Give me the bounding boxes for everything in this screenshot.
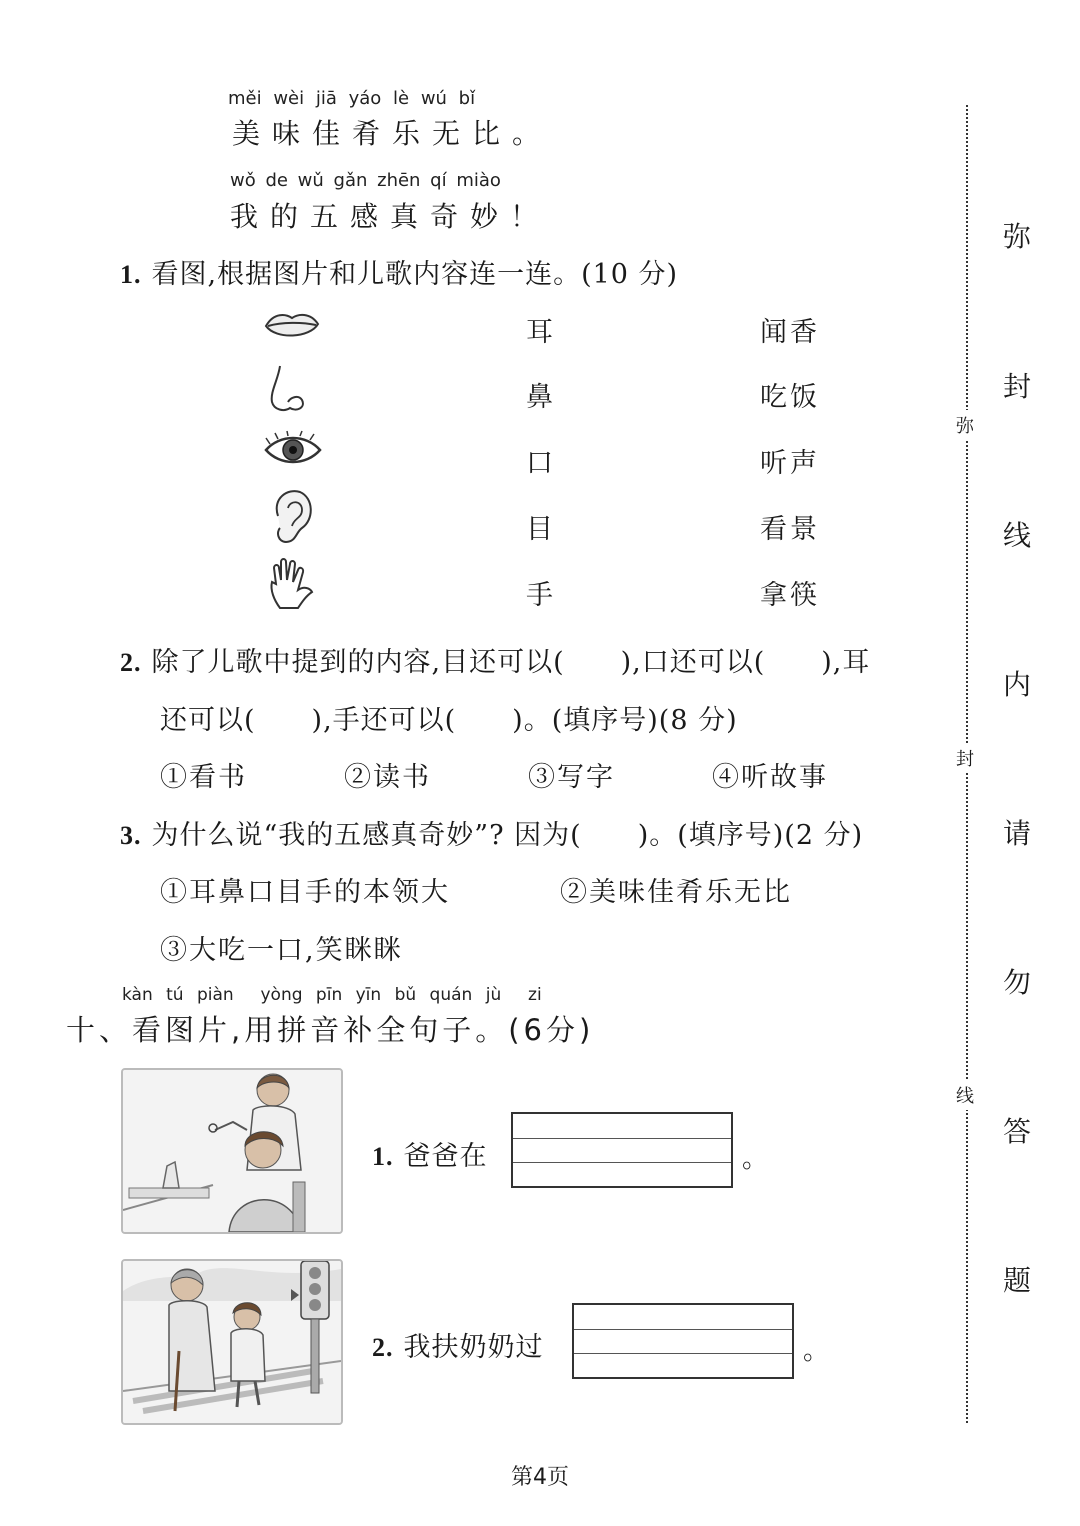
s10-item2-pinyin-box[interactable]	[572, 1303, 794, 1379]
page-number: 第4页	[511, 1465, 569, 1490]
action-eat: 吃饭	[760, 382, 820, 413]
poem-line1: 美味佳肴乐无比。	[232, 117, 553, 150]
s10-item2-number: 2.	[372, 1333, 394, 1362]
q1-number: 1.	[120, 260, 142, 289]
sidebar-char-5: 请	[1003, 817, 1032, 850]
sidebar-char-1: 弥	[1003, 220, 1032, 253]
q1-text: 看图,根据图片和儿歌内容连一连。(10 分)	[151, 259, 679, 290]
section10-pinyin: kàn tú piàn yòng pīn yīn bǔ quán jù zi	[122, 985, 542, 1005]
s10-item2-text: 我扶奶奶过	[403, 1332, 544, 1363]
q3-number: 3.	[120, 821, 142, 850]
s10-item2-box-line-2	[574, 1353, 792, 1354]
s10-item1-box-line-1	[513, 1138, 731, 1139]
q2-option-1: ①看书	[160, 762, 247, 793]
q2-option-4: ④听故事	[712, 762, 828, 793]
organ-ear: 耳	[526, 317, 556, 348]
s10-item1-pinyin-box[interactable]	[511, 1112, 733, 1188]
mouth-icon	[262, 306, 322, 346]
action-smell: 闻香	[760, 317, 820, 348]
eye-icon	[262, 430, 324, 470]
seal-small-char-xian: 线	[956, 1080, 974, 1110]
s10-item2-box-line-1	[574, 1329, 792, 1330]
q2-number: 2.	[120, 648, 142, 677]
s10-item2-label	[372, 1325, 544, 1364]
poem-line2-pinyin: wǒ de wǔ gǎn zhēn qí miào	[230, 170, 501, 191]
sidebar-char-8: 题	[1003, 1264, 1032, 1297]
q2-option-2: ②读书	[344, 762, 431, 793]
organ-eye: 目	[526, 514, 556, 545]
poem-line2: 我的五感真奇妙！	[230, 200, 551, 233]
sidebar-char-3: 线	[1003, 519, 1032, 552]
action-chopsticks: 拿筷	[760, 580, 820, 611]
poem-line1-pinyin: měi wèi jiā yáo lè wú bǐ	[228, 88, 476, 109]
sidebar-char-6: 勿	[1003, 966, 1032, 999]
seal-small-char-feng: 封	[956, 743, 974, 773]
q2-line1	[120, 640, 870, 679]
haircut-illustration	[121, 1068, 343, 1234]
s10-item1-number: 1.	[372, 1142, 394, 1171]
organ-nose: 鼻	[526, 382, 556, 413]
action-hear: 听声	[760, 448, 820, 479]
q2-line2: 还可以( ),手还可以( )。(填序号)(8 分)	[160, 705, 738, 736]
section10-title: 十、看图片,用拼音补全句子。(6分)	[66, 1013, 595, 1047]
sidebar-char-2: 封	[1003, 370, 1032, 403]
q3-option-2: ②美味佳肴乐无比	[560, 877, 792, 908]
s10-item1-label	[372, 1134, 488, 1173]
crosswalk-illustration	[121, 1259, 343, 1425]
q2-option-3: ③写字	[528, 762, 615, 793]
q2-text-line1: 除了儿歌中提到的内容,目还可以( ),口还可以( ),耳	[151, 647, 871, 678]
sidebar-char-4: 内	[1003, 668, 1032, 701]
q1-title	[120, 252, 678, 291]
hand-icon	[266, 556, 320, 612]
seal-small-char-mi: 弥	[956, 410, 974, 440]
action-see: 看景	[760, 514, 820, 545]
q3-option-3: ③大吃一口,笑眯眯	[160, 935, 403, 966]
organ-mouth: 口	[526, 448, 556, 479]
organ-hand: 手	[526, 580, 556, 611]
s10-item1-box-line-2	[513, 1162, 731, 1163]
sidebar-char-7: 答	[1003, 1115, 1032, 1148]
s10-item1-end: 。	[742, 1144, 769, 1174]
ear-icon	[268, 486, 318, 546]
q3-title	[120, 813, 863, 852]
q3-option-1: ①耳鼻口目手的本领大	[160, 877, 450, 908]
q3-text: 为什么说“我的五感真奇妙”? 因为( )。(填序号)(2 分)	[151, 820, 864, 851]
s10-item2-end: 。	[803, 1336, 830, 1366]
nose-icon	[266, 364, 310, 416]
s10-item1-text: 爸爸在	[403, 1141, 488, 1172]
